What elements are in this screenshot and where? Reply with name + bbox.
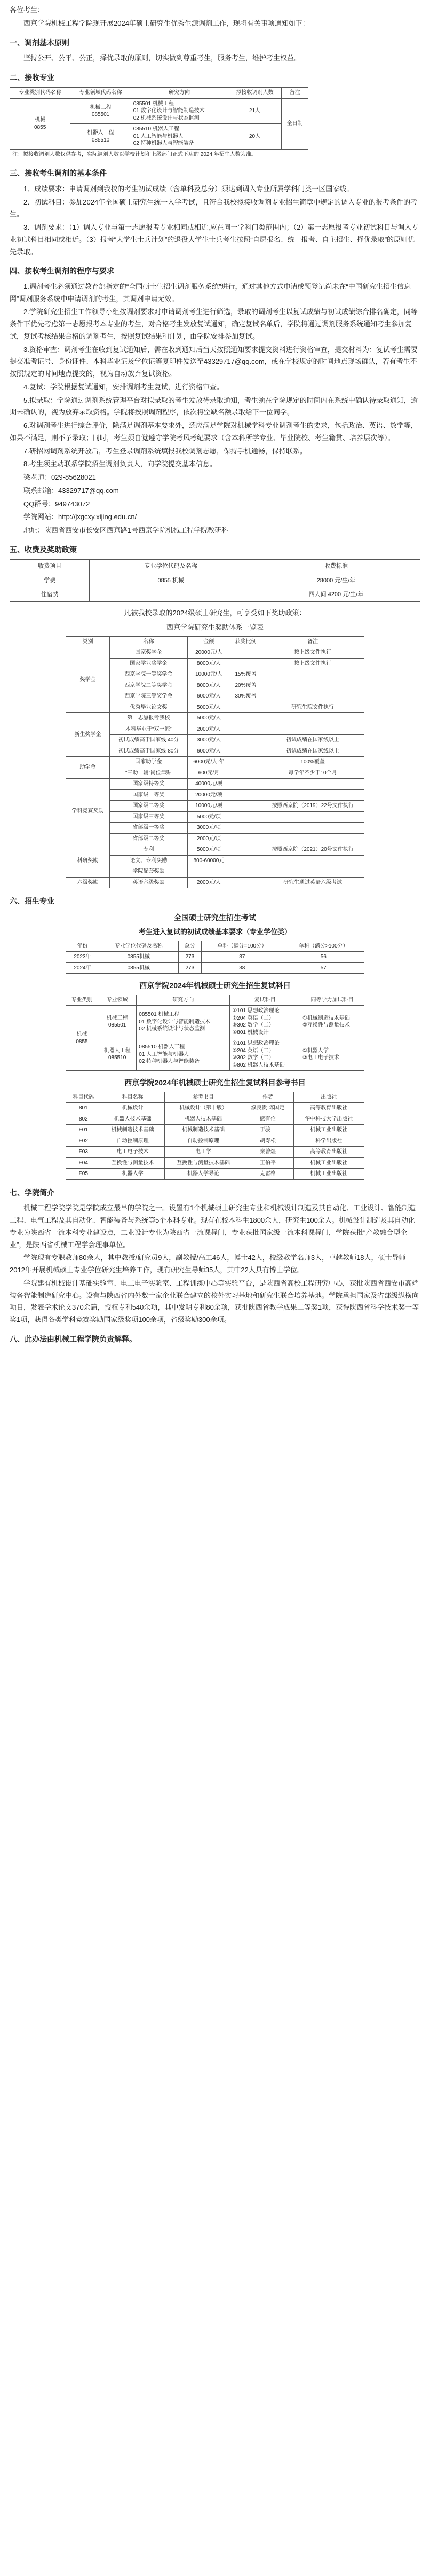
table-cell: 8000元/人 <box>187 680 230 691</box>
table-cell <box>261 811 364 823</box>
table-cell: 机械工程 085501 <box>98 1006 137 1038</box>
section-4-list <box>10 281 420 471</box>
list-item: 8.考生须主动联系学院招生调剂负责人，向学院提交基本信息。 <box>23 460 217 468</box>
table-cell: ①101 思想政治理论 ②204 英语（二） ③302 数学（二） ④801 机械设计 <box>230 1006 300 1038</box>
table-row <box>66 1114 364 1125</box>
table-cell: 新生奖学金 <box>66 713 110 757</box>
table-cell <box>230 768 261 779</box>
list-item: 4.复试：学院根据复试通知，安排调剂考生复试，进行资格审查。 <box>23 382 224 391</box>
table-cell: 互换性与测量技术基础 <box>164 1157 242 1169</box>
score-table <box>66 941 364 974</box>
intro-text: 西京学院机械工程学院现开展2024年硕士研究生优秀生源调剂工作，现将有关事项通知如下： <box>23 19 309 27</box>
table-row <box>66 833 364 844</box>
table-cell: 3000元/项 <box>187 823 230 834</box>
table-row <box>66 866 364 878</box>
table-cell: 机械制造技术基础 <box>164 1125 242 1136</box>
column-header: 收费标准 <box>252 560 420 574</box>
table-cell: 0855 机械 <box>90 574 252 588</box>
table-row <box>66 680 364 691</box>
table-cell: 按上级文件执行 <box>261 658 364 669</box>
table-cell: “三助一辅”岗位津贴 <box>109 768 187 779</box>
table-row <box>66 1157 364 1169</box>
table-cell: 国家助学金 <box>109 757 187 768</box>
table-cell <box>261 779 364 790</box>
table-cell: 电工学 <box>164 1147 242 1158</box>
table-row <box>66 952 364 963</box>
column-header: 备注 <box>261 636 364 647</box>
table-cell <box>230 866 261 878</box>
list-item: 1.调剂考生必须通过教育部指定的“全国硕士生招生调剂服务系统”进行，通过其他方式申请或预登记尚未在“中国研究生招生信息网”调剂服务系统中申请调剂的考生，其调剂申请无效。 <box>10 282 411 303</box>
list-item: 学院现有专职教师80余人，其中教授/研究员9人，副教授/高工46人，博士42人，校级教学名师3人，卓越教师18人，硕士导师2012年开展机械硕士专业学位研究生培养工作，现有研究生导师35人，其中22人具有博士学位。 <box>10 1254 406 1274</box>
table-cell <box>230 811 261 823</box>
table-row <box>66 1136 364 1147</box>
table-cell: 西京学院二等奖学金 <box>109 680 187 691</box>
table-cell: 研究生通过英语六级考试 <box>261 877 364 888</box>
table-cell: 互换性与测量技术 <box>101 1157 164 1169</box>
table-cell: 100%覆盖 <box>261 757 364 768</box>
major-table <box>10 87 308 160</box>
table-row <box>66 746 364 757</box>
table-cell: 初试成绩高于国家线 80分 <box>109 746 187 757</box>
book-table-title: 西京学院2024年机械硕士研究生招生复试科目参考书目 <box>124 1078 306 1087</box>
table-row <box>66 877 364 888</box>
table-cell <box>230 855 261 866</box>
table-cell: 273 <box>178 962 202 974</box>
table-row <box>66 1006 364 1038</box>
table-cell: 273 <box>178 952 202 963</box>
table-cell: 国家级特等奖 <box>109 779 187 790</box>
column-header: 参考书目 <box>164 1092 242 1103</box>
table-cell: 600元/月 <box>187 768 230 779</box>
list-item: 3．调剂要求：（1）调入专业与第一志愿报考专业相同或相近,应在同一学科门类范围内；（2）第一志愿报考专业初试科目与调入专业初试科目相同或相近。（3）报考“大学生士兵计划”的退役大学生士兵考生按照“自愿报名、统一报考、自主招生、择优录取”的原则优先录取。 <box>10 223 419 256</box>
table-cell: 濮良贵 陈国定 <box>242 1103 293 1114</box>
table-cell: 四人间 4200 元/生/年 <box>252 588 420 601</box>
table-cell: 56 <box>283 952 364 963</box>
table-cell <box>230 746 261 757</box>
column-header: 单科（满分=100分） <box>202 941 283 952</box>
table-row <box>66 962 364 974</box>
table-row <box>10 98 308 124</box>
table-cell: 5000元/项 <box>187 844 230 856</box>
list-item: 机械工程学院学院是学院成立最早的学院之一。设置有1个机械硕士研究生专业和机械设计制造及其自动化、工业设计、智能制造工程、电气工程及其自动化、智能装备与系统等5个本科专业。现有在校本科生1800余人，研究生100余人。机械设计制造及其自动化专业为陕西省一流本科专业建设点，工业设计专业为陕西省一流课程门，专业获批国家级一流本科课程门，学院获批“产教融合型企业”，是陕西省机械工程学会理事单位。 <box>10 1204 416 1249</box>
column-header: 研究方向 <box>137 995 230 1006</box>
award-caption: 凡被我校录取的2024级硕士研究生，可享受如下奖助政策： <box>124 609 306 617</box>
table-cell: ①101 思想政治理论 ②204 英语（二） ③302 数学（二） ④802 机器人技术基础 <box>230 1038 300 1071</box>
list-item: QQ群号：949743072 <box>23 499 90 508</box>
table-row <box>66 1125 364 1136</box>
table-cell: 科学出版社 <box>293 1136 364 1147</box>
table-cell: 克雷格 <box>242 1169 293 1180</box>
table-cell: 机械设计 <box>101 1103 164 1114</box>
table-cell <box>230 779 261 790</box>
table-cell: 机械 0855 <box>66 1006 98 1071</box>
table-cell <box>230 724 261 735</box>
table-row <box>66 735 364 746</box>
table-cell: 电工电子技术 <box>101 1147 164 1158</box>
table-cell: 20%覆盖 <box>230 680 261 691</box>
table-cell: 自动控制原理 <box>101 1136 164 1147</box>
table-cell: 六级奖励 <box>66 877 110 888</box>
table-cell: 2000元/项 <box>187 833 230 844</box>
section-5-title: 五、收费及奖助政策 <box>10 545 77 554</box>
fee-table <box>10 559 420 602</box>
table-cell: 2000元/人 <box>187 877 230 888</box>
table-cell <box>261 680 364 691</box>
column-header: 出版社 <box>293 1092 364 1103</box>
table-cell <box>230 877 261 888</box>
list-item: 6.对调剂考生进行综合评价，除满足调剂基本要求外，还应满足学院对机械学科专业调剂考生的要求，包括政治、英语、数学等，如果不满足，则不予录取；同时，考生须自觉遵守学院考风考纪要求（含本科所学专业、毕业院校、考生籍贯、培养层次等）。 <box>10 421 418 442</box>
table-cell: 学科竞赛奖励 <box>66 779 110 844</box>
table-cell: F03 <box>66 1147 101 1158</box>
table-cell: 机械设计（第十版） <box>164 1103 242 1114</box>
table-cell: 高等教育出版社 <box>293 1103 364 1114</box>
section-1-title: 一、调剂基本原则 <box>10 38 69 47</box>
table-cell: 6000元/人 <box>187 691 230 702</box>
table-cell: 省部级二等奖 <box>109 833 187 844</box>
table-cell <box>230 801 261 812</box>
table-cell <box>187 866 230 878</box>
list-item: 学院建有机械设计基础实验室、电工电子实验室、工程训练中心等实验平台，是陕西省高校工程研究中心，获批陕西省西安市高端装备智能制造研究中心。设有与陕西省内外数十家企业联合建立的校外实习基地和研究生联合培养基地。学院承担国家及省部级纵横向项目，发表学术论文370余篇，授权专利540余项，其中发明专利80余项，获批陕西省教学成果二等奖1项，获得陕西省科学技术奖一等奖1项，获得各类学科竞赛奖励国家级奖项100余项，省级奖励300余项。 <box>10 1279 419 1324</box>
table-cell: 机器人工程 085510 <box>70 124 131 150</box>
award-table <box>66 636 364 889</box>
table-cell: 初试成绩在国家线以上 <box>261 735 364 746</box>
table-cell <box>261 833 364 844</box>
table-cell: 按照西京院（2021）20号文件执行 <box>261 844 364 856</box>
column-header: 总分 <box>178 941 202 952</box>
table-row <box>66 768 364 779</box>
table-cell: F01 <box>66 1125 101 1136</box>
table-cell: 28000 元/生/年 <box>252 574 420 588</box>
table-cell: 0855机械 <box>99 962 178 974</box>
list-item: 地址：陕西省西安市长安区西京路1号西京学院机械工程学院教研科 <box>23 526 229 534</box>
table-cell: 机器人工程 085510 <box>98 1038 137 1071</box>
section-6-title: 六、招生专业 <box>10 897 54 905</box>
table-cell: 省部级一等奖 <box>109 823 187 834</box>
table-cell: 5000元/人 <box>187 713 230 724</box>
contact-list <box>10 472 420 537</box>
score-table-subtitle: 考生进入复试的初试成绩基本要求（专业学位类） <box>138 928 291 936</box>
table-cell: 30%覆盖 <box>230 691 261 702</box>
column-header: 单科（满分>100分） <box>283 941 364 952</box>
table-cell: 2024年 <box>66 962 99 974</box>
table-cell <box>230 757 261 768</box>
college-intro <box>10 1202 420 1326</box>
table-cell: 802 <box>66 1114 101 1125</box>
greeting: 各位考生： <box>10 6 45 14</box>
table-cell <box>261 789 364 801</box>
list-item: 梁老师：029-85628021 <box>23 473 96 481</box>
section-2-title: 二、接收专业 <box>10 73 54 82</box>
table-row <box>66 801 364 812</box>
table-cell: 高等教育出版社 <box>293 1147 364 1158</box>
table-cell: 2023年 <box>66 952 99 963</box>
table-cell: 40000元/项 <box>187 779 230 790</box>
section-7-title: 七、学院简介 <box>10 1188 54 1197</box>
table-cell: 800-60000元 <box>187 855 230 866</box>
table-row <box>66 713 364 724</box>
table-cell: 机器人学导论 <box>164 1169 242 1180</box>
table-cell: 西京学院三等奖学金 <box>109 691 187 702</box>
table-cell: 秦曾煌 <box>242 1147 293 1158</box>
table-cell: F05 <box>66 1169 101 1180</box>
table-row <box>66 702 364 713</box>
table-cell: 初试成绩高于国家线 40分 <box>109 735 187 746</box>
table-cell: 0855机械 <box>99 952 178 963</box>
table-cell: 国家级三等奖 <box>109 811 187 823</box>
table-cell <box>230 702 261 713</box>
table-cell: 国家级一等奖 <box>109 789 187 801</box>
list-item: 联系邮箱：43329717@qq.com <box>23 486 119 495</box>
table-cell: 机器人技术基础 <box>164 1114 242 1125</box>
table-row <box>66 789 364 801</box>
table-row <box>66 658 364 669</box>
table-cell <box>261 713 364 724</box>
table-cell: 熊有伦 <box>242 1114 293 1125</box>
table-row <box>66 1169 364 1180</box>
column-header: 备注 <box>282 88 308 99</box>
column-header: 收费项目 <box>10 560 90 574</box>
column-header: 专业类别 <box>66 995 98 1006</box>
table-cell: 机械 0855 <box>10 98 70 149</box>
table-cell: 国家学业奖学金 <box>109 658 187 669</box>
list-item: 2．初试科目：参加2024年全国硕士研究生统一入学考试，且符合我校拟接收调剂专业招生简章中规定的调入专业的报考条件的考生。 <box>10 198 418 218</box>
major-table-footnote: 注：拟接收调剂人数仅供参考，实际调剂人数以学校计划和上级部门正式下达的 2024 年招生人数为准。 <box>10 149 308 160</box>
list-item: 5.拟录取：学院通过调剂系统管理平台对拟录取的考生发放待录取通知，考生须在学院规定的时间内在系统中确认待录取通知，逾期未确认的，视为放弃录取资格。学院将按照调剂程序，依次将空缺名额录取给下一位同学。 <box>10 396 418 417</box>
table-cell: 国家级二等奖 <box>109 801 187 812</box>
table-cell: ①机械制造技术基础 ②互换性与测量技术 <box>300 1006 364 1038</box>
section-3-list <box>10 183 420 259</box>
table-cell: 2000元/人 <box>187 724 230 735</box>
table-cell <box>230 823 261 834</box>
list-item: 3.资格审查：调剂考生在收到复试通知后，需在收到通知后当天按照通知要求提交资料进行资格审查，提交材料为：复试考生需要提交准考证号、身份证件、本科毕业证及学位证等复印件发送至43329717@qq.com，或在学校规定的时间地点现场确认，若有考生不按照规定的时间地点提交的，视为自动放弃复试资格。 <box>10 345 418 378</box>
table-cell: 初试成绩在国家线以上 <box>261 746 364 757</box>
table-cell: 王伯平 <box>242 1157 293 1169</box>
column-header: 专业领域代码名称 <box>70 88 131 99</box>
award-table-title: 西京学院研究生奖助体系一览表 <box>166 623 264 631</box>
table-cell: 专利 <box>109 844 187 856</box>
table-cell: 机械工业出版社 <box>293 1125 364 1136</box>
table-cell: 学费 <box>10 574 90 588</box>
table-cell: 20000元/人 <box>187 647 230 659</box>
table-cell <box>261 855 364 866</box>
table-cell: 37 <box>202 952 283 963</box>
table-cell: 机械工业出版社 <box>293 1157 364 1169</box>
table-cell: 机械制造技术基础 <box>101 1125 164 1136</box>
table-cell: 10000元/人 <box>187 669 230 680</box>
table-cell: 胡寿松 <box>242 1136 293 1147</box>
table-cell: 20人 <box>228 124 282 150</box>
table-row <box>66 757 364 768</box>
table-cell <box>230 844 261 856</box>
table-cell: 国家奖学金 <box>109 647 187 659</box>
table-cell: 第一志愿报考我校 <box>109 713 187 724</box>
table-cell <box>230 735 261 746</box>
table-cell: 本科毕业于“双一流” <box>109 724 187 735</box>
table-cell: 优秀毕业论文奖 <box>109 702 187 713</box>
column-header: 专业学位代码及名称 <box>99 941 178 952</box>
section-1-text: 坚持公开、公平、公正，择优录取的原则，切实做到尊重考生，服务考生，维护考生权益。 <box>23 54 301 62</box>
table-cell: F04 <box>66 1157 101 1169</box>
table-cell: 按照西京院（2019）22号文件执行 <box>261 801 364 812</box>
table-cell: 38 <box>202 962 283 974</box>
table-cell: 机械工业出版社 <box>293 1169 364 1180</box>
table-row <box>66 823 364 834</box>
table-row <box>10 588 420 601</box>
column-header: 专业类别代码名称 <box>10 88 70 99</box>
section-3-title: 三、接收考生调剂的基本条件 <box>10 169 107 178</box>
section-4-title: 四、接收考生调剂的程序与要求 <box>10 267 114 276</box>
table-row <box>66 844 364 856</box>
table-row <box>66 647 364 659</box>
table-cell: 20000元/项 <box>187 789 230 801</box>
column-header: 研究方向 <box>131 88 228 99</box>
table-cell: 15%覆盖 <box>230 669 261 680</box>
column-header: 作者 <box>242 1092 293 1103</box>
table-cell: 8000元/人 <box>187 658 230 669</box>
table-cell: 6000元/人 <box>187 746 230 757</box>
table-row <box>66 1147 364 1158</box>
table-cell: F02 <box>66 1136 101 1147</box>
table-cell: 助学金 <box>66 757 110 779</box>
table-cell: 科研奖励 <box>66 844 110 878</box>
table-cell <box>230 789 261 801</box>
section-8-title: 八、此办法由机械工程学院负责解释。 <box>10 1334 137 1343</box>
table-row <box>66 779 364 790</box>
table-row <box>66 855 364 866</box>
table-row <box>66 811 364 823</box>
column-header: 年份 <box>66 941 99 952</box>
table-cell <box>230 833 261 844</box>
score-table-title: 全国硕士研究生招生考试 <box>174 913 256 922</box>
table-cell <box>261 691 364 702</box>
column-header: 专业领域 <box>98 995 137 1006</box>
table-cell: 801 <box>66 1103 101 1114</box>
retest-table-title: 西京学院2024年机械硕士研究生招生复试科目 <box>139 981 291 990</box>
column-header: 科目代码 <box>66 1092 101 1103</box>
table-cell: 住宿费 <box>10 588 90 601</box>
table-cell: 085501 机械工程 01 数字化设计与智能制造技术 02 机械系统设计与状态监测 <box>137 1006 230 1038</box>
column-header: 类别 <box>66 636 110 647</box>
table-cell <box>261 823 364 834</box>
table-cell <box>230 658 261 669</box>
list-item: 7.研招网调剂系统开放后，考生登录调剂系统填报我校调剂志愿，保持手机通畅，保持联系。 <box>23 447 307 455</box>
column-header: 拟接收调剂人数 <box>228 88 282 99</box>
table-cell: 全日制 <box>282 98 308 149</box>
table-row <box>66 1038 364 1071</box>
table-cell: 57 <box>283 962 364 974</box>
table-cell: 21人 <box>228 98 282 124</box>
table-cell: 3000元/人 <box>187 735 230 746</box>
book-table <box>66 1092 364 1180</box>
table-cell: 085501 机械工程 01 数字化设计与智能制造技术 02 机械系统设计与状态监测 <box>131 98 228 124</box>
table-cell: 6000元/人·年 <box>187 757 230 768</box>
table-cell <box>90 588 252 601</box>
table-row <box>10 574 420 588</box>
table-cell: 按上级文件执行 <box>261 647 364 659</box>
column-header: 科目名称 <box>101 1092 164 1103</box>
column-header: 同等学力加试科目 <box>300 995 364 1006</box>
table-cell: ①机器人学 ②电工电子技术 <box>300 1038 364 1071</box>
table-cell: 5000元/项 <box>187 811 230 823</box>
column-header: 专业学位代码及名称 <box>90 560 252 574</box>
table-cell: 085510 机器人工程 01 人工智能与机器人 02 特种机器人与智能装备 <box>137 1038 230 1071</box>
table-row <box>66 1103 364 1114</box>
list-item: 1．成绩要求：申请调剂到我校的考生初试成绩（含单科及总分）须达到调入专业所属学科门类一区国家线。 <box>23 184 354 193</box>
table-cell: 每学年不少于10个月 <box>261 768 364 779</box>
table-cell: 机器人学 <box>101 1169 164 1180</box>
table-cell: 论文、专利奖励 <box>109 855 187 866</box>
table-cell: 5000元/人 <box>187 702 230 713</box>
column-header: 获奖比例 <box>230 636 261 647</box>
retest-table <box>66 995 364 1071</box>
column-header: 金额 <box>187 636 230 647</box>
list-item: 学院网站：http://jxgcxy.xijing.edu.cn/ <box>23 513 137 521</box>
table-cell <box>261 724 364 735</box>
table-row <box>66 724 364 735</box>
table-row <box>66 669 364 680</box>
table-cell: 奖学金 <box>66 647 110 713</box>
list-item: 2.学院研究生招生工作领导小组按调剂要求对申请调剂考生进行筛选，录取的调剂考生以复试成绩与初试成绩综合排名确定，同等条件下优先考虑第一志愿报考本专业的考生，对合格考生发放复试通知，确定复试名单后，学院将通过调剂服务系统通知考生参加复试，复试考核结果合格的调剂考生，按照复试结果和计划，由学院安排参加复试。 <box>10 308 418 340</box>
table-cell: 华中科技大学出版社 <box>293 1114 364 1125</box>
table-cell: 自动控制原理 <box>164 1136 242 1147</box>
column-header: 复试科目 <box>230 995 300 1006</box>
column-header: 名称 <box>109 636 187 647</box>
table-cell <box>261 866 364 878</box>
table-cell: 学院配套奖励 <box>109 866 187 878</box>
table-cell: 英语六级奖励 <box>109 877 187 888</box>
table-cell: 085510 机器人工程 01 人工智能与机器人 02 特种机器人与智能装备 <box>131 124 228 150</box>
table-cell: 机器人技术基础 <box>101 1114 164 1125</box>
table-cell: 机械工程 085501 <box>70 98 131 124</box>
table-cell: 于骏一 <box>242 1125 293 1136</box>
table-row <box>66 691 364 702</box>
table-cell: 研究生院文件执行 <box>261 702 364 713</box>
table-cell <box>261 669 364 680</box>
table-cell <box>230 647 261 659</box>
table-cell: 西京学院一等奖学金 <box>109 669 187 680</box>
table-cell <box>230 713 261 724</box>
table-cell: 10000元/项 <box>187 801 230 812</box>
